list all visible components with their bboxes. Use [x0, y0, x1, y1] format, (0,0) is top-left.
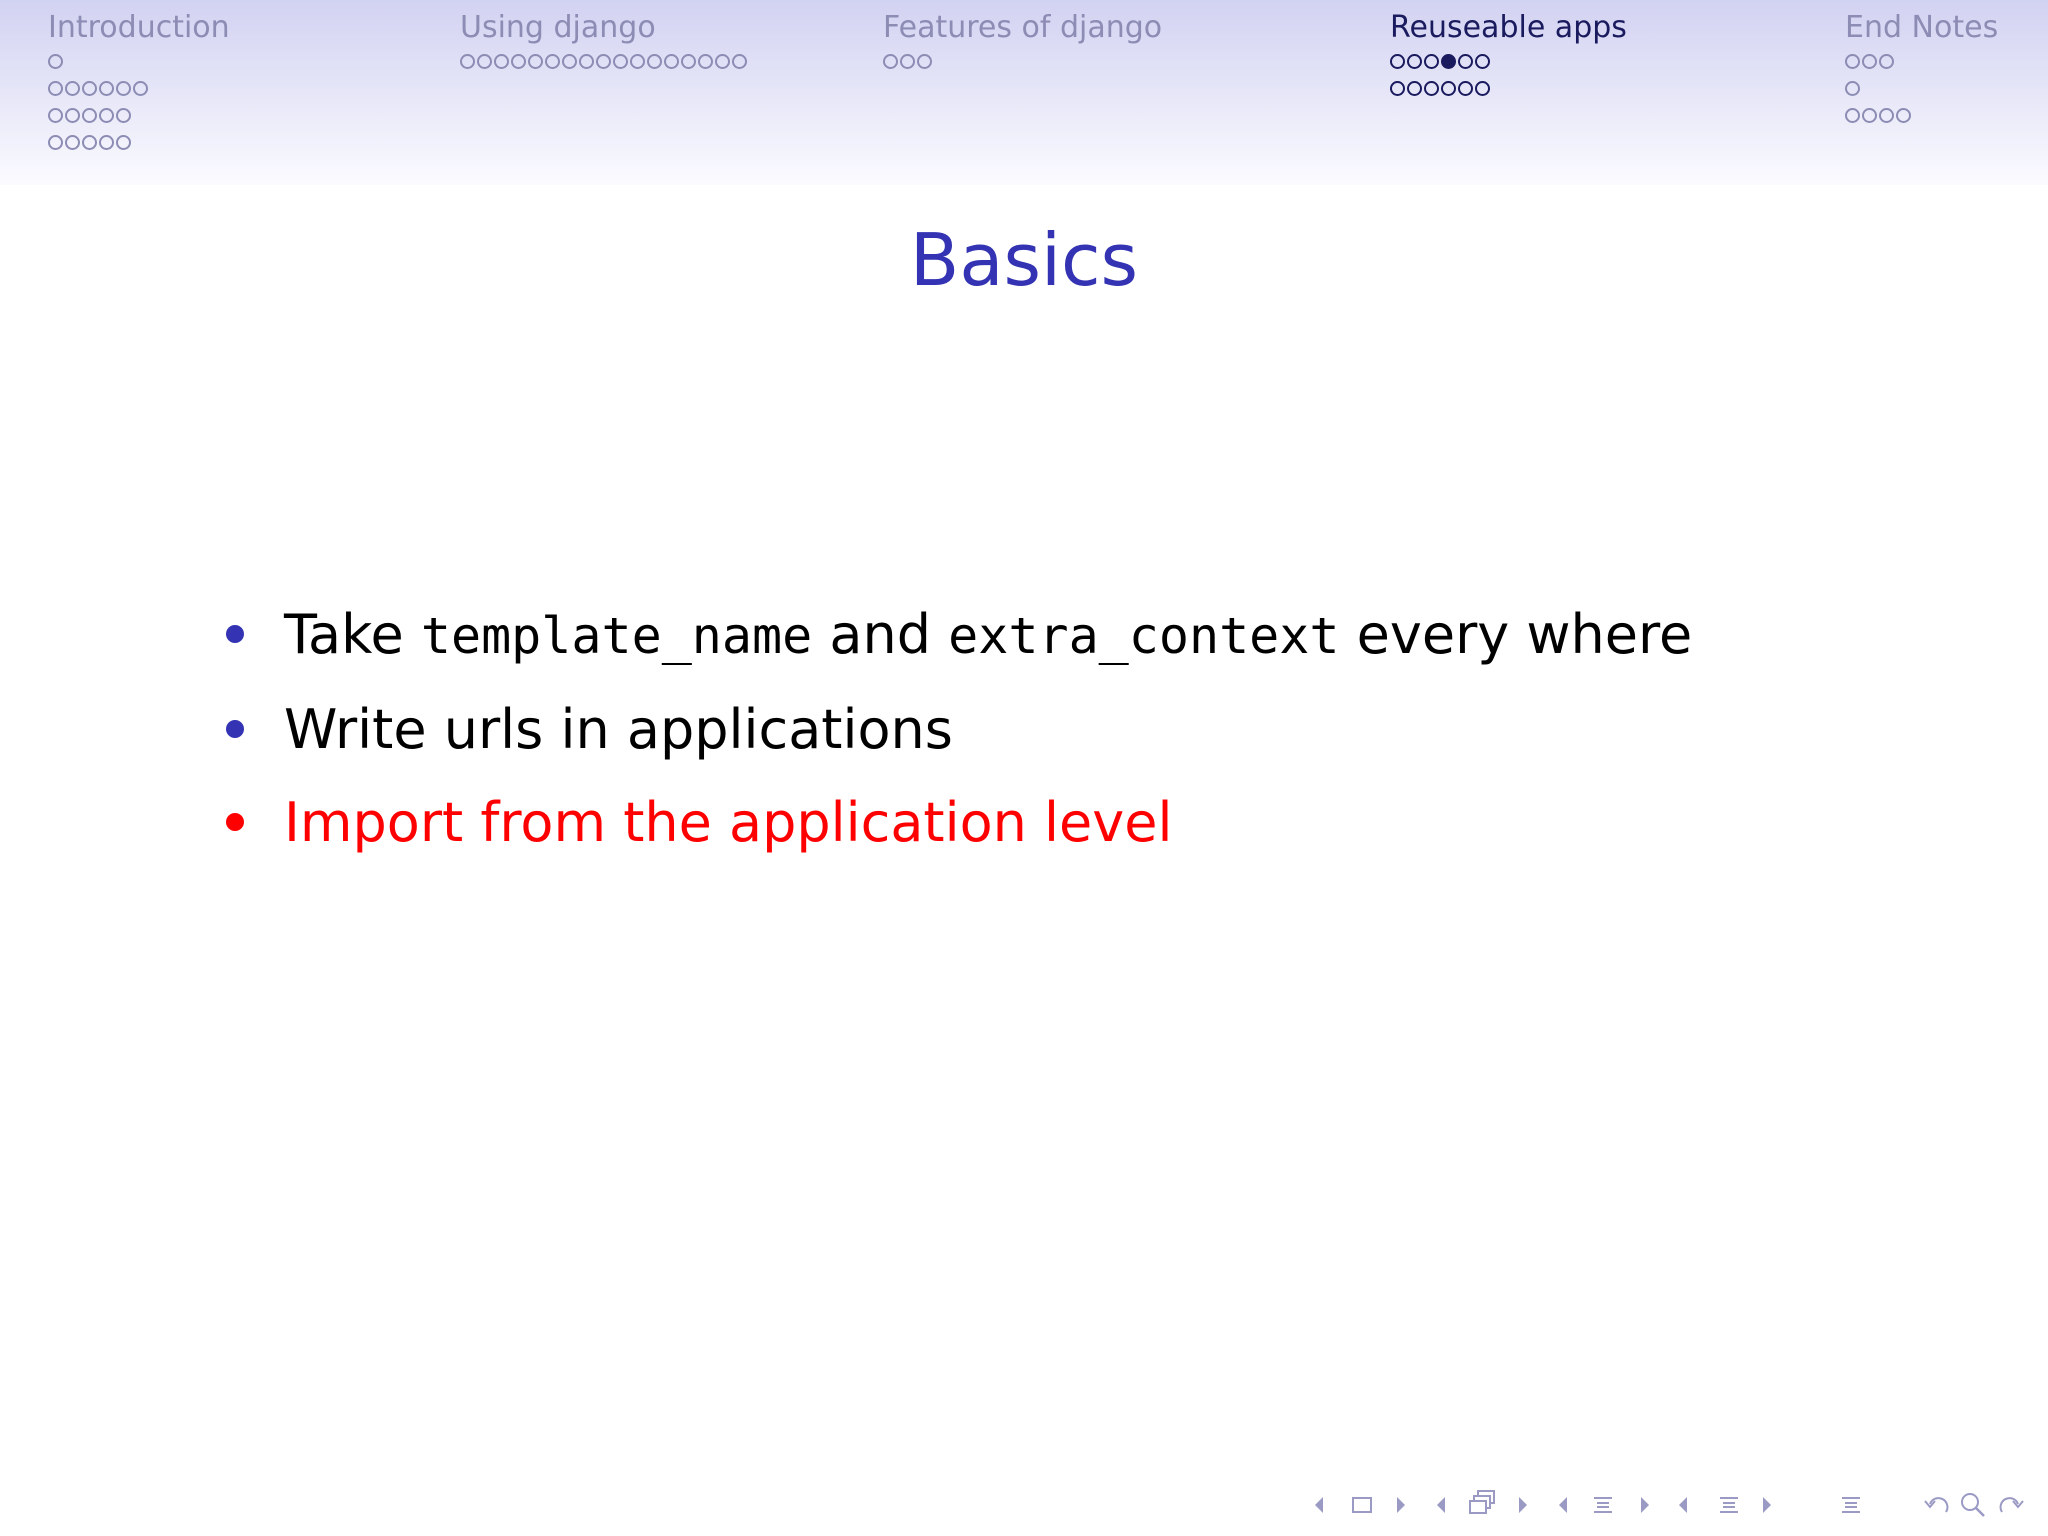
frame-dot[interactable] [562, 54, 577, 69]
navigation-controls [0, 1485, 2048, 1525]
frame-dot[interactable] [528, 54, 543, 69]
frame-dot[interactable] [883, 54, 898, 69]
navigation-header [0, 0, 2048, 185]
section-reuseable-apps[interactable] [1390, 8, 1627, 102]
frame-dot[interactable] [545, 54, 560, 69]
frame-dot[interactable] [1407, 81, 1422, 96]
frame-dot[interactable] [698, 54, 713, 69]
frame-dot[interactable] [630, 54, 645, 69]
section-dots-features-of-django [883, 48, 1162, 75]
subsection-icon[interactable] [1590, 1485, 1616, 1525]
frame-next-icon[interactable] [1516, 1485, 1530, 1525]
frame-dot[interactable] [1441, 81, 1456, 96]
section-dots-reuseable-apps [1390, 48, 1627, 102]
section-title-features-of-django[interactable]: Features of django [883, 10, 1163, 45]
dot-row [1845, 48, 1998, 75]
frame-dot[interactable] [1475, 54, 1490, 69]
frame-dot[interactable] [48, 108, 63, 123]
frame-dot[interactable] [917, 54, 932, 69]
dot-row [48, 102, 230, 129]
frame-dot[interactable] [1845, 81, 1860, 96]
bullet-text: Import from the application level [284, 791, 1173, 854]
bullet-marker [226, 720, 244, 738]
frame-dot[interactable] [1424, 81, 1439, 96]
code-template-name: template_name [420, 607, 813, 665]
frame-dot[interactable] [1862, 108, 1877, 123]
appendix-icon[interactable] [1838, 1485, 1864, 1525]
slide-title: Basics [909, 218, 1139, 302]
frame-dot[interactable] [82, 108, 97, 123]
frame-dot[interactable] [900, 54, 915, 69]
frame-dot[interactable] [1424, 54, 1439, 69]
bullet-list [222, 588, 1692, 869]
frame-dot[interactable] [1845, 54, 1860, 69]
frame-dot[interactable] [48, 54, 63, 69]
frame-dot[interactable] [1845, 108, 1860, 123]
frame-dot[interactable] [99, 135, 114, 150]
frame-dot[interactable] [715, 54, 730, 69]
section-dots-using-django [460, 48, 747, 75]
dot-row [1845, 75, 1998, 102]
frame-dot[interactable] [65, 81, 80, 96]
frame-dot[interactable] [1862, 54, 1877, 69]
bullet-text-part: and [812, 603, 949, 666]
code-extra-context: extra_context [948, 607, 1340, 665]
frame-dot[interactable] [65, 135, 80, 150]
frame-prev-icon[interactable] [1434, 1485, 1448, 1525]
section-dots-introduction [48, 48, 230, 156]
frame-dot[interactable] [48, 81, 63, 96]
dot-row [883, 48, 1162, 75]
section-features-of-django[interactable] [883, 8, 1162, 75]
frame-dot[interactable] [1896, 108, 1911, 123]
dot-row [48, 75, 230, 102]
frame-dot[interactable] [1458, 54, 1473, 69]
frame-dot[interactable] [82, 81, 97, 96]
section-title-using-django[interactable]: Using django [460, 10, 656, 45]
forward-icon[interactable] [1994, 1485, 2026, 1525]
slide-next-icon[interactable] [1394, 1485, 1408, 1525]
subsection-prev-icon[interactable] [1556, 1485, 1570, 1525]
bullet-marker [226, 813, 244, 831]
section-icon[interactable] [1716, 1485, 1742, 1525]
current-frame-dot[interactable] [1441, 54, 1456, 69]
section-end-notes[interactable] [1845, 8, 1998, 129]
frame-dot[interactable] [82, 135, 97, 150]
frame-dot[interactable] [116, 81, 131, 96]
frame-dot[interactable] [116, 108, 131, 123]
frame-dot[interactable] [65, 108, 80, 123]
frame-dot[interactable] [48, 135, 63, 150]
bullet-item-2 [222, 683, 1692, 776]
section-next-icon[interactable] [1760, 1485, 1774, 1525]
back-icon[interactable] [1922, 1485, 1954, 1525]
section-dots-end-notes [1845, 48, 1998, 129]
frame-dot[interactable] [494, 54, 509, 69]
frame-dot[interactable] [1475, 81, 1490, 96]
dot-row [48, 129, 230, 156]
frame-dot[interactable] [1879, 108, 1894, 123]
section-title-introduction[interactable]: Introduction [48, 10, 230, 45]
dot-row [460, 48, 747, 75]
frame-dot[interactable] [99, 81, 114, 96]
dot-row [1845, 102, 1998, 129]
section-title-reuseable-apps[interactable]: Reuseable apps [1390, 10, 1627, 45]
section-title-end-notes[interactable]: End Notes [1845, 10, 1999, 45]
frame-dot[interactable] [1407, 54, 1422, 69]
frame-icon[interactable] [1466, 1485, 1500, 1525]
slide-prev-icon[interactable] [1312, 1485, 1326, 1525]
frame-dot[interactable] [579, 54, 594, 69]
frame-dot[interactable] [1458, 81, 1473, 96]
bullet-text: Write urls in applications [284, 698, 953, 761]
frame-dot[interactable] [664, 54, 679, 69]
frame-dot[interactable] [1390, 54, 1405, 69]
dot-row [48, 48, 230, 75]
search-icon[interactable] [1958, 1485, 1988, 1525]
bullet-marker [226, 625, 244, 643]
dot-row [1390, 75, 1627, 102]
bullet-text-part: every where [1339, 603, 1693, 666]
section-prev-icon[interactable] [1676, 1485, 1690, 1525]
frame-dot[interactable] [647, 54, 662, 69]
frame-dot[interactable] [99, 108, 114, 123]
frame-dot[interactable] [116, 135, 131, 150]
frame-dot[interactable] [1390, 81, 1405, 96]
frame-dot[interactable] [681, 54, 696, 69]
dot-row [1390, 48, 1627, 75]
bullet-item-3 [222, 776, 1692, 869]
bullet-item-1 [222, 588, 1692, 683]
frame-dot[interactable] [477, 54, 492, 69]
frame-dot[interactable] [613, 54, 628, 69]
bullet-text-part: Take [284, 603, 421, 666]
section-introduction[interactable] [48, 8, 230, 156]
section-using-django[interactable] [460, 8, 747, 75]
frame-dot[interactable] [133, 81, 148, 96]
frame-dot[interactable] [511, 54, 526, 69]
slide-icon[interactable] [1350, 1485, 1374, 1525]
frame-dot[interactable] [596, 54, 611, 69]
frame-dot[interactable] [732, 54, 747, 69]
subsection-next-icon[interactable] [1638, 1485, 1652, 1525]
frame-dot[interactable] [1879, 54, 1894, 69]
frame-dot[interactable] [460, 54, 475, 69]
